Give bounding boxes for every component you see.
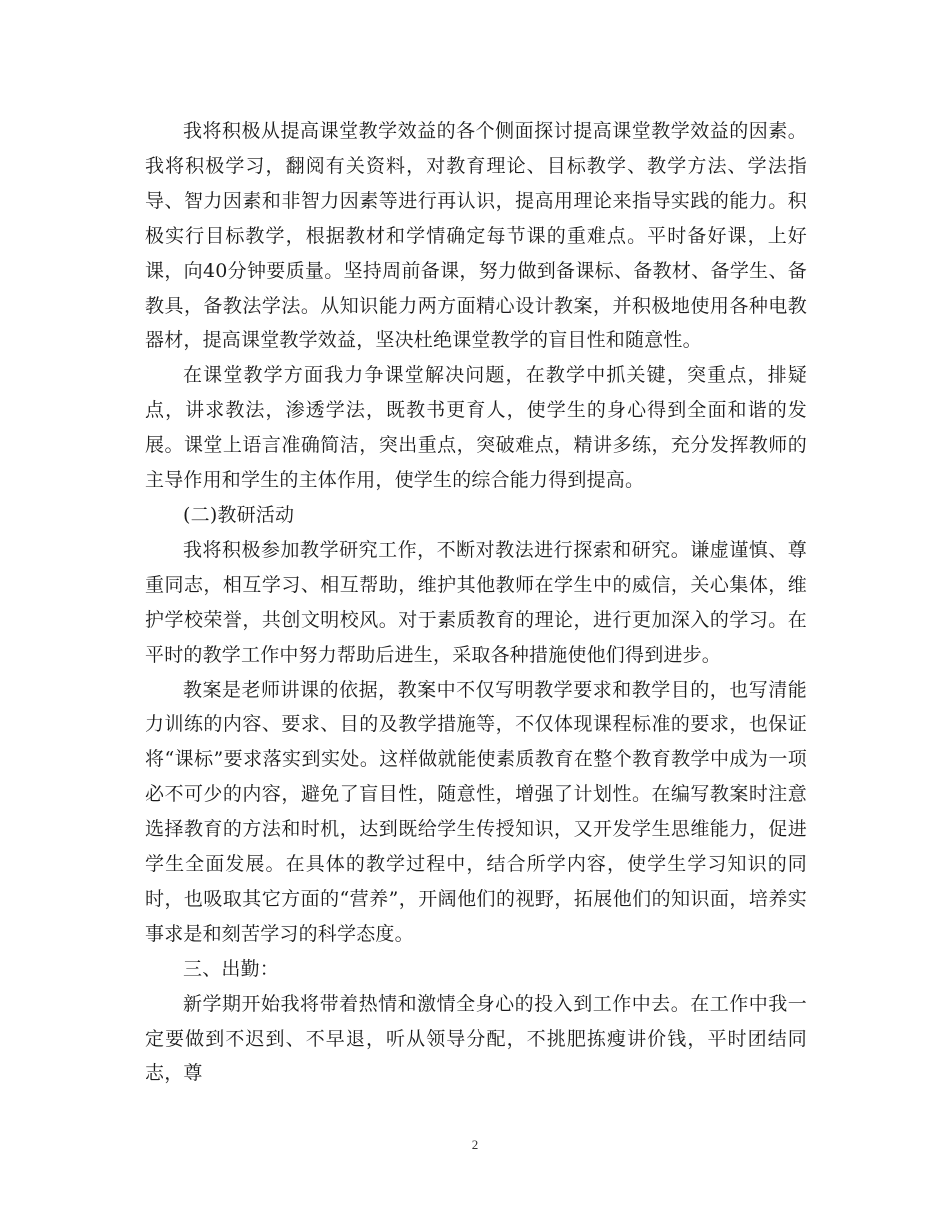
paragraph-teaching-efficiency: 我将积极从提高课堂教学效益的各个侧面探讨提高课堂教学效益的因素。我将积极学习，翻阅有关资料，对教育理论、目标教学、教学方法、学法指导、智力因素和非智力因素等进行再认识，提高用理论来指导实践的能力。积极实行目标教学，根据教材和学情确定每节课的重难点。平时备好课，上好课，向40分钟要质量。坚持周前备课，努力做到备课标、备教材、备学生、备教具，备教法学法。从知识能力两方面精心设计教案，并积极地使用各种电教器材，提高课堂教学效益，坚决杜绝课堂教学的盲目性和随意性。 <box>145 120 807 352</box>
page-number: 2 <box>471 1137 479 1152</box>
paragraph-classroom-teaching: 在课堂教学方面我力争课堂解决问题，在教学中抓关键，突重点，排疑点，讲求教法，渗透学法，既教书更育人，使学生的身心得到全面和谐的发展。课堂上语言准确简洁，突出重点，突破难点，精讲多练，充分发挥教师的主导作用和学生的主体作用，使学生的综合能力得到提高。 <box>145 364 807 492</box>
section-heading-research: (二)教研活动 <box>183 503 295 526</box>
paragraph-lesson-plans: 教案是老师讲课的依据，教案中不仅写明教学要求和教学目的，也写清能力训练的内容、要求、目的及教学措施等，不仅体现课程标准的要求，也保证将“课标”要求落实到实处。这样做就能使素质教育在整个教育教学中成为一项必不可少的内容，避免了盲目性，随意性，增强了计划性。在编写教案时注意选择教育的方法和时机，达到既给学生传授知识，又开发学生思维能力，促进学生全面发展。在具体的教学过程中，结合所学内容，使学生学习知识的同时，也吸取其它方面的“营养”，开阔他们的视野，拓展他们的知识面，培养实事求是和刻苦学习的科学态度。 <box>145 678 807 945</box>
paragraph-attendance: 新学期开始我将带着热情和激情全身心的投入到工作中去。在工作中我一定要做到不迟到、不早退，听从领导分配，不挑肥拣瘦讲价钱，平时团结同志，尊 <box>145 992 807 1085</box>
section-heading-attendance: 三、出勤： <box>183 957 280 980</box>
paragraph-research-activities: 我将积极参加教学研究工作，不断对教法进行探索和研究。谦虚谨慎、尊重同志，相互学习、相互帮助，维护其他教师在学生中的威信，关心集体，维护学校荣誉，共创文明校风。对于素质教育的理论，进行更加深入的学习。在平时的教学工作中努力帮助后进生，采取各种措施使他们得到进步。 <box>145 538 807 666</box>
page-body <box>145 114 807 1091</box>
